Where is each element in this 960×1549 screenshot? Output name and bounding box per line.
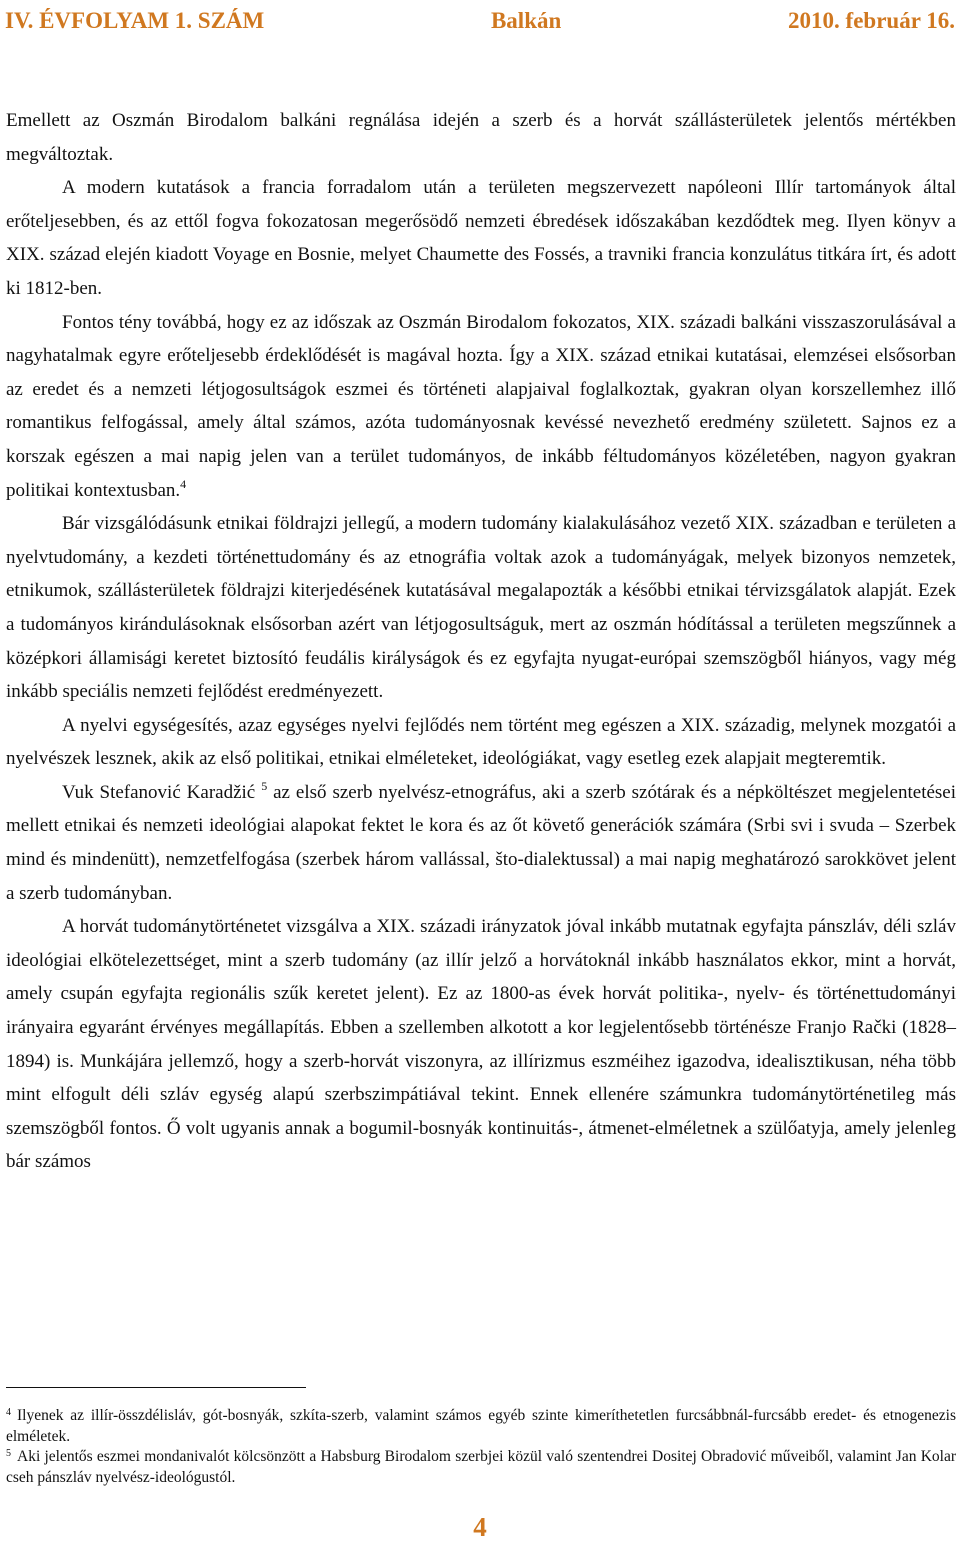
footnote-number: 4 <box>6 1407 11 1418</box>
footnote <box>6 1406 956 1447</box>
footnote-ref[interactable]: 5 <box>261 778 268 793</box>
paragraph: A modern kutatások a francia forradalom után a területen megszervezett napóleoni Illír tartományok által erőteljesebben, és az ettől fogva fokozatosan megerősödő nemzeti ébredések időszakában kezdődtek meg. Ilyen könyv a XIX. század elején kiadott Voyage en Bosnie, melyet Chaumette des Fossés, a travniki francia konzulátus titkára írt, és adott ki 1812-ben. <box>6 177 956 299</box>
paragraph: Bár vizsgálódásunk etnikai földrajzi jellegű, a modern tudomány kialakulásához vezető XIX. században e területen a nyelvtudomány, a kezdeti történettudomány és az etnográfia voltak azok a tudományágak, melyek bizonyos nemzetek, etnikumok, szállásterületek földrajzi kiterjedésének kutatásával megalapozták a későbbi etnikai térvizsgálatok alapját. Ezek a tudományos kirándulásoknak elsősorban azért van létjogosultságuk, mert az oszmán hódítással a területen megszűnnek a középkori államisági keretet biztosító feudális királyságok és ez egyfajta nyugat-európai szemszögből hiányos, vagy még inkább speciális nemzeti fejlődést eredményezett. <box>6 513 956 703</box>
footnotes <box>6 1406 956 1488</box>
paragraph: Emellett az Oszmán Birodalom balkáni regnálása idején a szerb és a horvát szállásterületek jelentős mértékben megváltoztak. <box>6 110 956 165</box>
header-date: 2010. február 16. <box>788 8 955 33</box>
paragraph-text: Vuk Stefanović Karadžić <box>62 781 256 803</box>
paragraph-text: Fontos tény továbbá, hogy ez az időszak az Oszmán Birodalom fokozatos, XIX. századi balkáni visszaszorulásával a nagyhatalmak egyre erőteljesebb érdeklődését is magával hozta. Így a XIX. század etnikai kutatásai, elemzései elsősorban az eredet és a nemzeti létjogosultságok eszmei és történeti alapjaival foglalkoztak, gyakran olyan korszellemhez illő romantikus felfogással, amely által számos, azóta tudományosnak kevéssé nevezhető eredmény született. Sajnos ez a korszak egészen a mai napig jelen van a terület tudományos, de inkább féltudományos közéletében, nagyon gyakran politikai kontextusban. <box>6 311 956 501</box>
article-body <box>6 104 956 1179</box>
footnote <box>6 1447 956 1488</box>
footnote-number: 5 <box>6 1448 11 1459</box>
page-number: 4 <box>473 1512 487 1542</box>
header-volume: IV. ÉVFOLYAM 1. SZÁM <box>5 8 265 33</box>
paragraph: A nyelvi egységesítés, azaz egységes nyelvi fejlődés nem történt meg egészen a XIX. századig, melynek mozgatói a nyelvészek lesznek, akik az első politikai, etnikai elméleteket, ideológiákat, vagy esetleg ezek alapjait megteremtik. <box>6 714 956 770</box>
paragraph-text: az első szerb nyelvész-etnográfus, aki a szerb szótárak és a népköltészet megjelentetései mellett etnikai és nemzeti ideológiai alapokat fektet le kora és az őt követő generációk számára (Srbi svi i svuda – Szerbek mind és mindenütt), nemzetfelfogása (szerbek három vallással, što-dialektussal) a mai napig meghatározó sarokkövet jelent a szerb tudományban. <box>6 781 957 904</box>
paragraph: A horvát tudománytörténetet vizsgálva a XIX. századi irányzatok jóval inkább mutatnak egyfajta pánszláv, déli szláv ideológiai elkötelezettséget, mint a szerb tudomány (az illír jelző a horvátoknál inkább használatos ekkor, mint a horvát, amely csupán egyfajta regionális szűk keretet jelent). Ez az 1800-as évek horvát politika-, nyelv- és történettudományi irányaira egyaránt érvényes megállapítás. Ebben a szellemben alkotott a kor legjelentősebb történésze Franjo Rački (1828–1894) is. Munkájára jellemző, hogy a szerb-horvát viszonyra, az illírizmus eszméihez igazodva, idealisztikusan, néha több mint elfogult déli szláv egység alapú szerbszimpátiával tekint. Ennek ellenére számunkra tudománytörténetileg más szemszögből fontos. Ő volt ugyanis annak a bogumil-bosnyák kontinuitás-, átmenet-elméletnek a szülőatyja, amely jelenleg bár számos <box>6 916 956 1173</box>
page-header <box>5 5 955 37</box>
paragraph <box>6 776 956 910</box>
footnote-text: Ilyenek az illír-összdélisláv, gót-bosnyák, szkíta-szerb, valamint számos egyéb szinte kimeríthetetlen furcsábbnál-furcsább eredet- és etnogenezis elméletek. <box>6 1407 956 1445</box>
header-title: Balkán <box>490 8 562 33</box>
footnote-text: Aki jelentős eszmei mondanivalót kölcsönzött a Habsburg Birodalom szerbjei közül való szentendrei Dositej Obradović műveiből, valamint Jan Kolar cseh pánszláv nyelvész-ideológustól. <box>6 1448 956 1486</box>
footnote-ref[interactable]: 4 <box>180 476 187 491</box>
footnote-divider <box>6 1387 306 1388</box>
paragraph <box>6 306 956 508</box>
